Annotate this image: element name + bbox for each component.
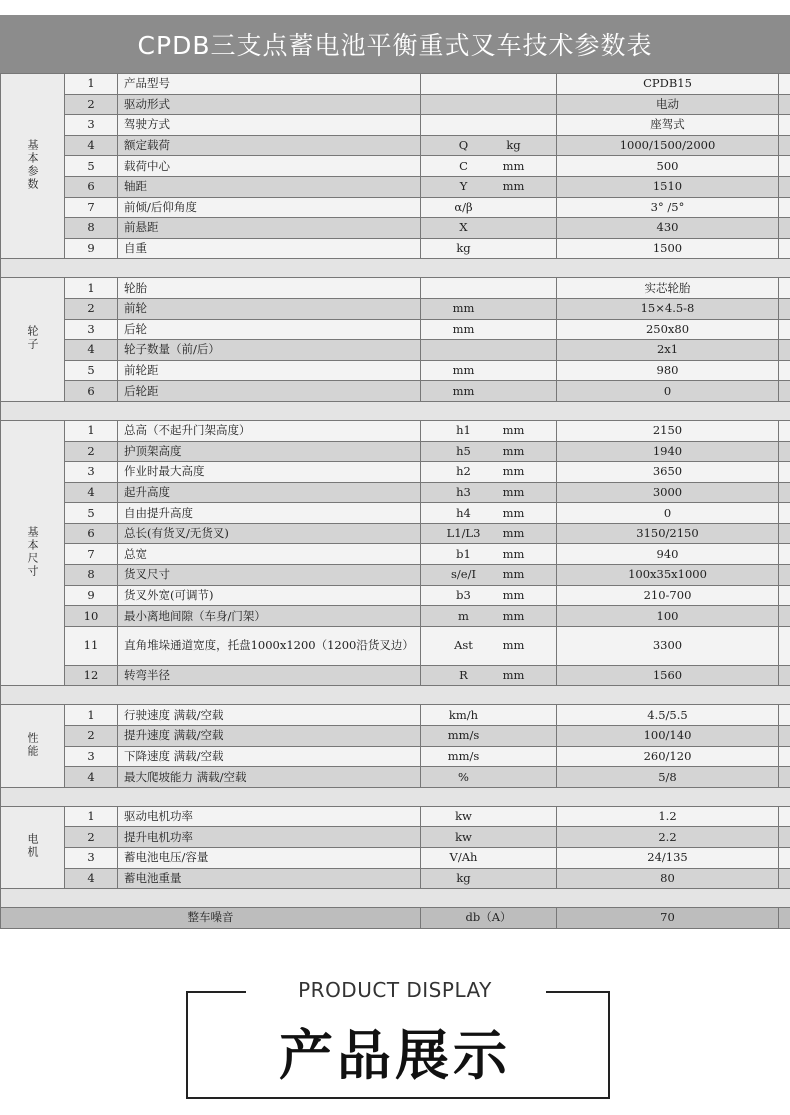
param-unit-cell — [421, 420, 557, 441]
param-name: 最小离地间隙（车身/门架） — [118, 606, 421, 627]
param-unit-cell — [421, 746, 557, 767]
param-unit-cell — [421, 340, 557, 361]
edge-cell — [779, 606, 790, 627]
param-unit-cell — [421, 565, 557, 586]
section-gap-cell — [1, 686, 790, 705]
param-value: CPDB15 — [557, 74, 779, 95]
param-value: 5/8 — [557, 767, 779, 788]
param-value: 1560 — [557, 665, 779, 686]
param-name: 总高（不起升门架高度） — [118, 420, 421, 441]
param-name: 驱动形式 — [118, 94, 421, 115]
param-symbol: h3 — [456, 484, 471, 499]
param-unit-cell — [421, 176, 557, 197]
table-row — [1, 665, 790, 686]
row-number: 1 — [65, 420, 118, 441]
table-row — [1, 340, 790, 361]
param-value: 100 — [557, 606, 779, 627]
row-number: 2 — [65, 298, 118, 319]
row-number: 5 — [65, 503, 118, 524]
row-number: 2 — [65, 726, 118, 747]
row-number: 4 — [65, 482, 118, 503]
param-unit: mm — [502, 668, 525, 683]
row-number: 2 — [65, 94, 118, 115]
param-name: 货叉尺寸 — [118, 565, 421, 586]
row-number: 9 — [65, 585, 118, 606]
table-row — [1, 135, 790, 156]
param-name: 轮子数量（前/后） — [118, 340, 421, 361]
param-value: 0 — [557, 503, 779, 524]
param-value: 100/140 — [557, 726, 779, 747]
row-number: 1 — [65, 74, 118, 95]
row-number: 9 — [65, 238, 118, 259]
row-number: 4 — [65, 767, 118, 788]
category-label: 基本尺寸 — [26, 525, 39, 578]
edge-cell — [779, 626, 790, 665]
param-unit-cell — [421, 482, 557, 503]
row-number: 6 — [65, 523, 118, 544]
category-label: 轮子 — [26, 325, 39, 352]
section-gap — [1, 259, 790, 278]
param-name: 总长(有货叉/无货叉) — [118, 523, 421, 544]
edge-cell — [779, 278, 790, 299]
param-value: 15×4.5-8 — [557, 298, 779, 319]
param-name: 蓄电池重量 — [118, 868, 421, 889]
category-label: 电机 — [26, 833, 39, 859]
table-title-banner — [0, 15, 790, 73]
param-name: 前轮 — [118, 298, 421, 319]
param-name: 后轮 — [118, 319, 421, 340]
param-value: 座驾式 — [557, 115, 779, 136]
table-row — [1, 626, 790, 665]
param-unit-cell — [421, 606, 557, 627]
param-unit-cell — [421, 298, 557, 319]
param-name: 总宽 — [118, 544, 421, 565]
category-cell — [1, 278, 65, 402]
edge-cell — [779, 94, 790, 115]
param-symbol: km/h — [448, 707, 479, 722]
table-row — [1, 746, 790, 767]
param-value: 210-700 — [557, 585, 779, 606]
param-value: 80 — [557, 868, 779, 889]
row-number: 7 — [65, 197, 118, 218]
param-name: 护顶架高度 — [118, 441, 421, 462]
param-name: 自重 — [118, 238, 421, 259]
table-row — [1, 503, 790, 524]
param-symbol: % — [458, 769, 469, 784]
edge-cell — [779, 827, 790, 848]
param-unit: mm — [502, 638, 525, 653]
param-unit-cell — [421, 827, 557, 848]
row-number: 6 — [65, 381, 118, 402]
param-unit-cell — [421, 74, 557, 95]
param-value: 980 — [557, 360, 779, 381]
edge-cell — [779, 482, 790, 503]
category-cell — [1, 705, 65, 787]
param-unit-cell — [421, 381, 557, 402]
param-name: 货叉外宽(可调节) — [118, 585, 421, 606]
row-number: 3 — [65, 115, 118, 136]
row-number: 4 — [65, 868, 118, 889]
param-value: 实芯轮胎 — [557, 278, 779, 299]
edge-cell — [779, 705, 790, 726]
row-number: 1 — [65, 278, 118, 299]
section-gap — [1, 889, 790, 908]
edge-cell — [779, 176, 790, 197]
edge-cell — [779, 74, 790, 95]
param-name: 轴距 — [118, 176, 421, 197]
param-symbol: h2 — [456, 464, 471, 479]
param-value: 3000 — [557, 482, 779, 503]
table-row — [1, 441, 790, 462]
param-unit-cell — [421, 523, 557, 544]
param-symbol: kg — [456, 870, 471, 885]
table-row — [1, 767, 790, 788]
category-cell — [1, 806, 65, 888]
category-cell — [1, 420, 65, 686]
param-value: 3150/2150 — [557, 523, 779, 544]
category-label: 性能 — [26, 731, 39, 758]
row-number: 3 — [65, 462, 118, 483]
edge-cell — [779, 340, 790, 361]
row-number: 7 — [65, 544, 118, 565]
param-unit-cell — [421, 665, 557, 686]
param-value: 1510 — [557, 176, 779, 197]
edge-cell — [779, 462, 790, 483]
edge-cell — [779, 767, 790, 788]
param-unit: mm — [502, 526, 525, 541]
param-symbol: mm — [452, 383, 475, 398]
param-name: 转弯半径 — [118, 665, 421, 686]
category-cell — [1, 74, 65, 259]
table-row — [1, 218, 790, 239]
param-symbol: mm — [452, 321, 475, 336]
edge-cell — [779, 319, 790, 340]
param-symbol: Q — [458, 138, 469, 153]
edge-cell — [779, 806, 790, 827]
row-number: 3 — [65, 746, 118, 767]
row-number: 2 — [65, 441, 118, 462]
table-row — [1, 462, 790, 483]
product-display-cn: 产品展示 — [279, 1024, 511, 1087]
param-symbol: kw — [455, 809, 472, 824]
param-unit: mm — [502, 608, 525, 623]
param-value: 0 — [557, 381, 779, 402]
edge-cell — [779, 848, 790, 869]
param-unit-cell — [421, 626, 557, 665]
param-symbol: α/β — [454, 199, 473, 214]
table-row — [1, 420, 790, 441]
param-unit-cell — [421, 441, 557, 462]
param-unit-cell — [421, 806, 557, 827]
row-number: 8 — [65, 218, 118, 239]
table-row — [1, 606, 790, 627]
section-gap — [1, 401, 790, 420]
edge-cell — [779, 420, 790, 441]
param-symbol: X — [459, 220, 468, 235]
param-value: 260/120 — [557, 746, 779, 767]
param-symbol: b1 — [456, 546, 471, 561]
param-value: 430 — [557, 218, 779, 239]
param-name: 产品型号 — [118, 74, 421, 95]
param-symbol: V/Ah — [449, 850, 478, 865]
row-number: 1 — [65, 705, 118, 726]
param-name: 提升速度 满载/空载 — [118, 726, 421, 747]
param-unit-cell — [421, 278, 557, 299]
table-row — [1, 238, 790, 259]
param-name: 轮胎 — [118, 278, 421, 299]
edge-cell — [779, 565, 790, 586]
param-symbol: kw — [455, 829, 472, 844]
param-value: 940 — [557, 544, 779, 565]
table-row — [1, 156, 790, 177]
table-title: CPDB三支点蓄电池平衡重式叉车技术参数表 — [137, 31, 653, 60]
edge-cell — [779, 298, 790, 319]
table-row — [1, 115, 790, 136]
edge-cell — [779, 868, 790, 889]
row-number: 6 — [65, 176, 118, 197]
param-unit-cell — [421, 767, 557, 788]
edge-cell — [779, 218, 790, 239]
param-unit: mm — [502, 505, 525, 520]
param-unit: mm — [502, 464, 525, 479]
param-name: 后轮距 — [118, 381, 421, 402]
param-name: 直角堆垛通道宽度，托盘1000x1200（1200沿货叉边） — [118, 626, 421, 665]
edge-cell — [779, 503, 790, 524]
table-row — [1, 74, 790, 95]
row-number: 3 — [65, 848, 118, 869]
product-display-en: PRODUCT DISPLAY — [298, 978, 492, 1002]
row-number: 12 — [65, 665, 118, 686]
param-value: 1.2 — [557, 806, 779, 827]
edge-cell — [779, 360, 790, 381]
param-symbol: mm — [452, 301, 475, 316]
param-value: 250x80 — [557, 319, 779, 340]
param-unit-cell — [421, 848, 557, 869]
param-unit-cell — [421, 238, 557, 259]
param-name: 额定载荷 — [118, 135, 421, 156]
edge-cell — [779, 746, 790, 767]
table-row — [1, 827, 790, 848]
param-unit-cell — [421, 462, 557, 483]
table-row — [1, 298, 790, 319]
param-name: 前倾/后仰角度 — [118, 197, 421, 218]
edge-cell — [779, 726, 790, 747]
param-name: 作业时最大高度 — [118, 462, 421, 483]
param-name: 起升高度 — [118, 482, 421, 503]
param-symbol: m — [458, 608, 469, 623]
row-number: 3 — [65, 319, 118, 340]
table-row — [1, 523, 790, 544]
edge-cell — [779, 585, 790, 606]
param-unit: mm — [502, 443, 525, 458]
param-symbol: R — [459, 668, 468, 683]
table-row — [1, 565, 790, 586]
row-number: 4 — [65, 340, 118, 361]
param-symbol: kg — [456, 241, 471, 256]
param-value: 2150 — [557, 420, 779, 441]
table-row — [1, 868, 790, 889]
edge-cell — [779, 115, 790, 136]
param-name: 提升电机功率 — [118, 827, 421, 848]
edge-cell — [779, 544, 790, 565]
param-value: 2x1 — [557, 340, 779, 361]
section-gap-cell — [1, 787, 790, 806]
param-name: 蓄电池电压/容量 — [118, 848, 421, 869]
row-number: 4 — [65, 135, 118, 156]
param-unit-cell — [421, 218, 557, 239]
param-unit-cell — [421, 868, 557, 889]
param-unit-cell — [421, 197, 557, 218]
row-number: 1 — [65, 806, 118, 827]
param-symbol: s/e/I — [451, 567, 476, 582]
edge-cell — [779, 197, 790, 218]
section-gap — [1, 787, 790, 806]
section-gap-cell — [1, 889, 790, 908]
param-symbol: mm/s — [447, 728, 480, 743]
param-value: 4.5/5.5 — [557, 705, 779, 726]
table-row — [1, 176, 790, 197]
row-number: 5 — [65, 156, 118, 177]
row-number: 11 — [65, 626, 118, 665]
edge-cell — [779, 135, 790, 156]
table-row — [1, 726, 790, 747]
param-symbol: h1 — [456, 423, 471, 438]
param-name: 自由提升高度 — [118, 503, 421, 524]
section-gap — [1, 686, 790, 705]
param-name: 下降速度 满载/空载 — [118, 746, 421, 767]
param-unit-cell — [421, 319, 557, 340]
row-number: 8 — [65, 565, 118, 586]
param-symbol: b3 — [456, 587, 471, 602]
table-row — [1, 806, 790, 827]
row-number: 2 — [65, 827, 118, 848]
category-label: 基本参数 — [26, 138, 39, 191]
param-name: 整车噪音 — [1, 908, 421, 929]
row-number: 10 — [65, 606, 118, 627]
param-unit: db（A） — [421, 908, 557, 929]
param-unit: kg — [506, 138, 521, 153]
table-row — [1, 197, 790, 218]
param-name: 行驶速度 满载/空载 — [118, 705, 421, 726]
row-number: 5 — [65, 360, 118, 381]
param-symbol: Y — [459, 179, 468, 194]
param-value: 100x35x1000 — [557, 565, 779, 586]
param-value: 1000/1500/2000 — [557, 135, 779, 156]
param-symbol: mm — [452, 363, 475, 378]
param-value: 500 — [557, 156, 779, 177]
table-row — [1, 482, 790, 503]
param-symbol: C — [459, 158, 468, 173]
param-unit-cell — [421, 585, 557, 606]
param-unit: mm — [502, 587, 525, 602]
param-unit-cell — [421, 135, 557, 156]
param-value: 2.2 — [557, 827, 779, 848]
param-name: 前轮距 — [118, 360, 421, 381]
param-symbol: L1/L3 — [446, 526, 481, 541]
param-symbol: Ast — [454, 638, 473, 653]
edge-cell — [779, 665, 790, 686]
param-unit: mm — [502, 484, 525, 499]
spec-table — [0, 73, 790, 929]
param-unit: mm — [502, 179, 525, 194]
param-unit: mm — [502, 158, 525, 173]
section-gap-cell — [1, 259, 790, 278]
param-unit: mm — [502, 423, 525, 438]
param-unit-cell — [421, 360, 557, 381]
section-gap-cell — [1, 401, 790, 420]
param-value: 1940 — [557, 441, 779, 462]
param-unit-cell — [421, 705, 557, 726]
edge-cell — [779, 238, 790, 259]
param-name: 前悬距 — [118, 218, 421, 239]
param-unit-cell — [421, 726, 557, 747]
param-name: 驾驶方式 — [118, 115, 421, 136]
edge-cell — [779, 908, 790, 929]
edge-cell — [779, 381, 790, 402]
table-row — [1, 94, 790, 115]
param-name: 驱动电机功率 — [118, 806, 421, 827]
table-row — [1, 848, 790, 869]
table-row — [1, 585, 790, 606]
param-unit-cell — [421, 115, 557, 136]
param-value: 1500 — [557, 238, 779, 259]
table-row — [1, 705, 790, 726]
param-unit-cell — [421, 503, 557, 524]
param-unit: mm — [502, 546, 525, 561]
table-row — [1, 544, 790, 565]
param-unit-cell — [421, 156, 557, 177]
param-value: 70 — [557, 908, 779, 929]
param-value: 24/135 — [557, 848, 779, 869]
param-symbol: mm/s — [447, 748, 480, 763]
param-symbol: h4 — [456, 505, 471, 520]
param-value: 电动 — [557, 94, 779, 115]
param-value: 3650 — [557, 462, 779, 483]
table-row — [1, 360, 790, 381]
param-unit-cell — [421, 544, 557, 565]
noise-row — [1, 908, 790, 929]
edge-cell — [779, 156, 790, 177]
param-symbol: h5 — [456, 443, 471, 458]
table-row — [1, 381, 790, 402]
param-name: 载荷中心 — [118, 156, 421, 177]
table-row — [1, 278, 790, 299]
param-name: 最大爬坡能力 满载/空载 — [118, 767, 421, 788]
param-value: 3300 — [557, 626, 779, 665]
param-unit-cell — [421, 94, 557, 115]
param-value: 3° /5° — [557, 197, 779, 218]
table-row — [1, 319, 790, 340]
param-unit: mm — [502, 567, 525, 582]
edge-cell — [779, 523, 790, 544]
edge-cell — [779, 441, 790, 462]
